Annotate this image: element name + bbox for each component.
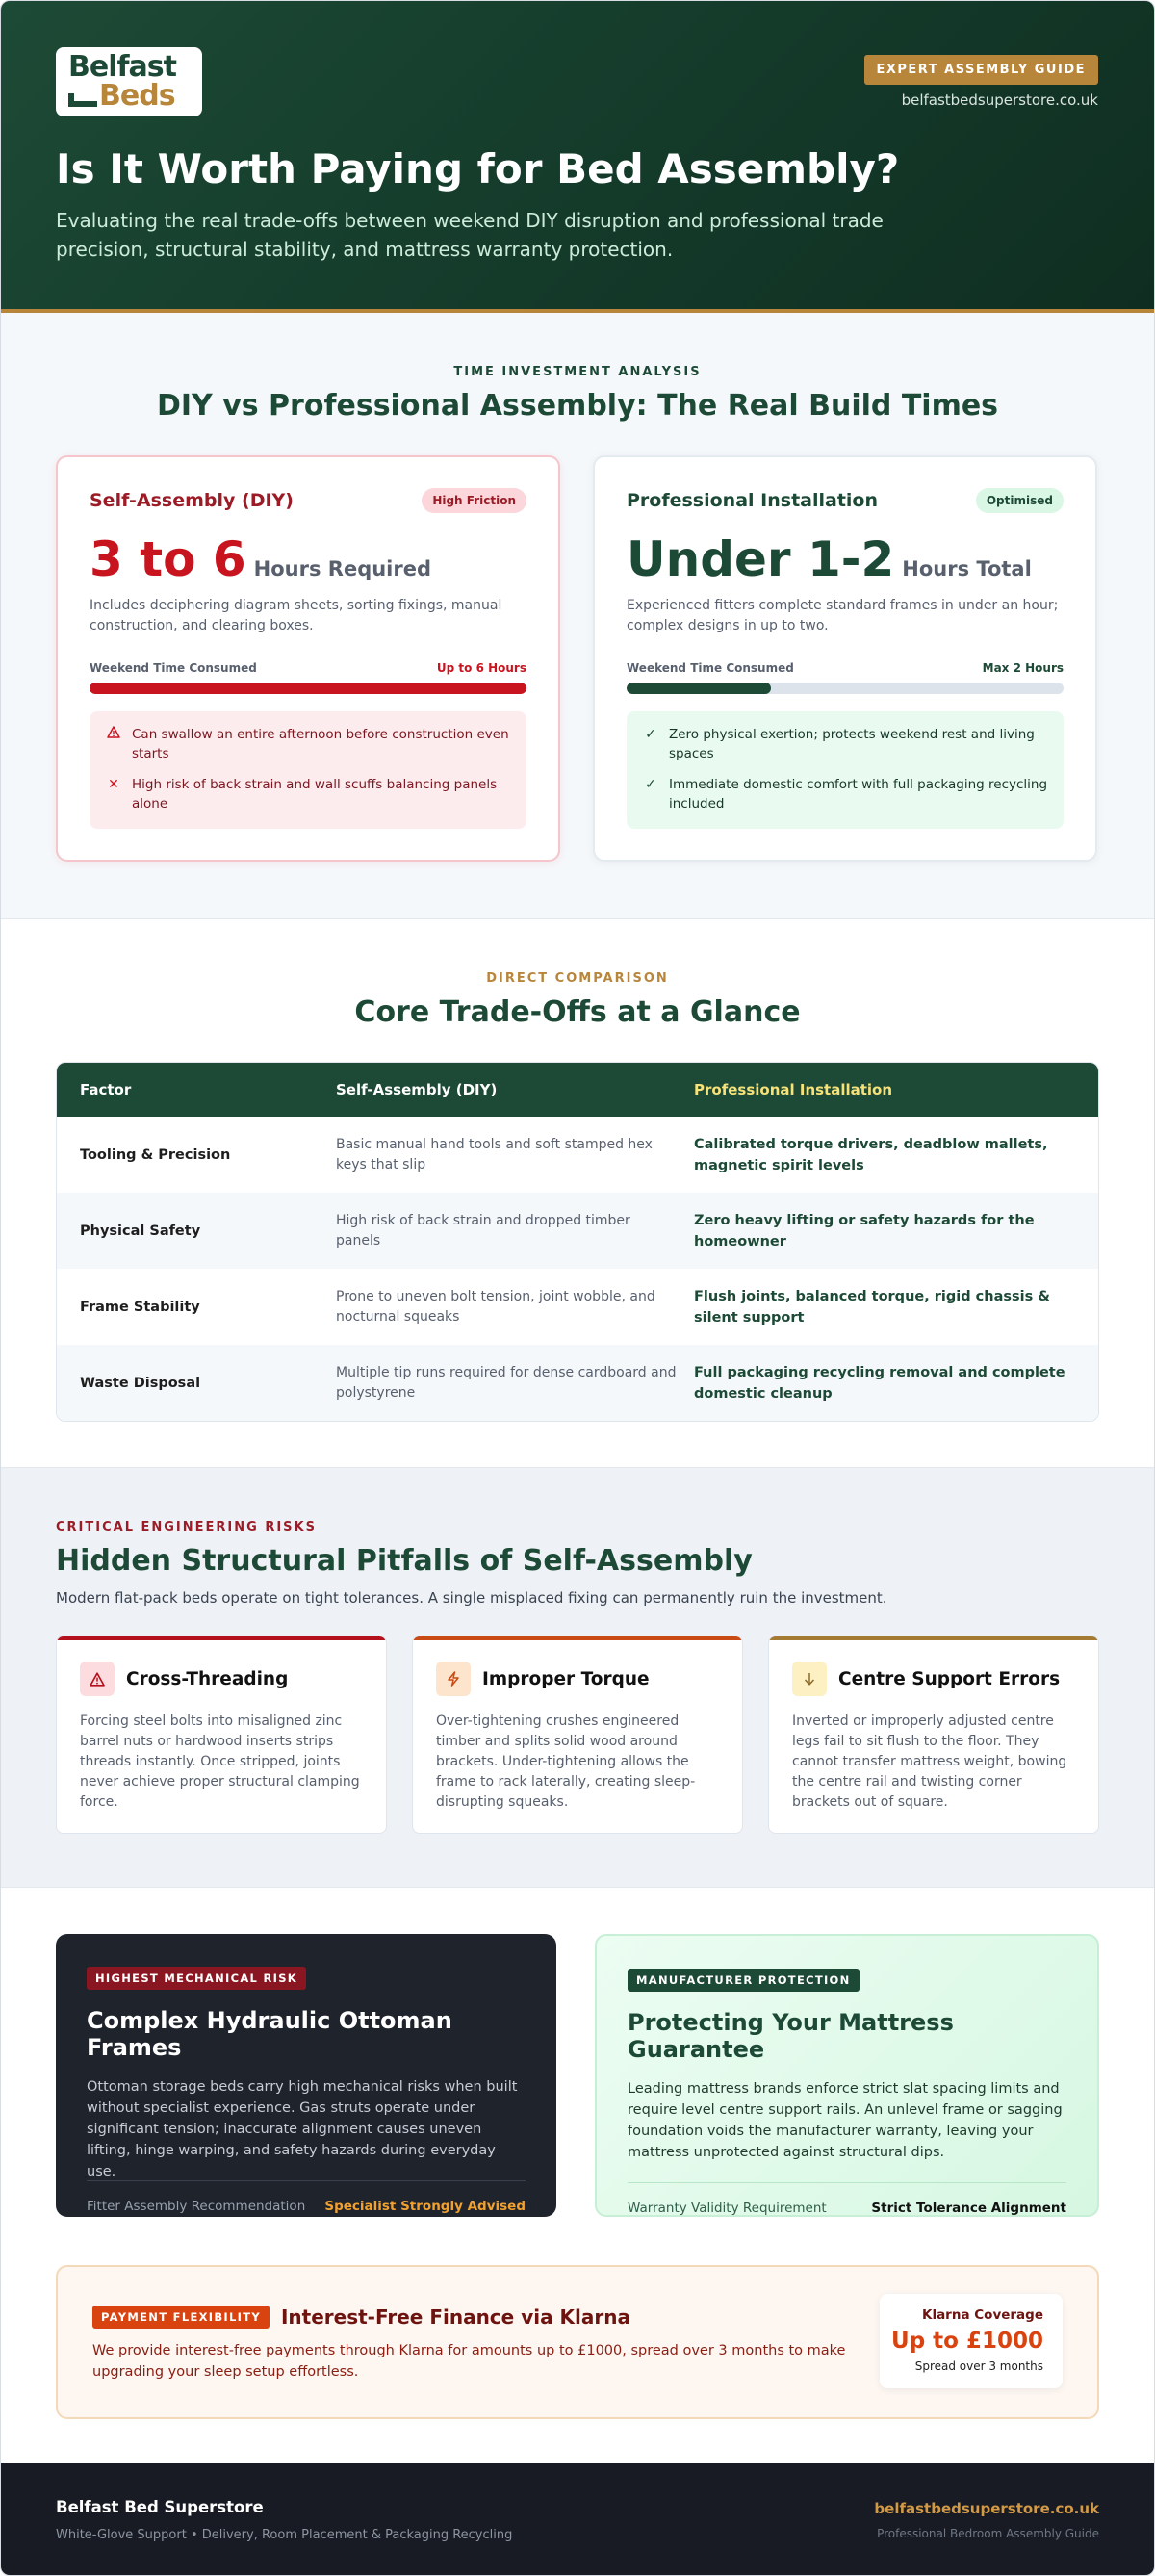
time-meter-fill <box>90 683 526 694</box>
factor-cell: Waste Disposal <box>80 1375 201 1391</box>
note-text: Can swallow an entire afternoon before construction even starts <box>132 727 509 761</box>
diy-cell: High risk of back strain and dropped timber panels <box>336 1212 630 1249</box>
card-title: Self-Assembly (DIY) <box>90 490 294 511</box>
cross-icon: ✕ <box>108 777 119 792</box>
risk-text: Forcing steel bolts into misaligned zinc barrel nuts or hardwood inserts strips threads instantly. Once stripped, joints never achieve proper structural clamping force. <box>80 1713 360 1810</box>
comparison-section <box>1 919 1154 1468</box>
list-item <box>105 775 511 813</box>
risk-title: Centre Support Errors <box>838 1668 1061 1689</box>
status-badge: High Friction <box>422 488 526 513</box>
time-cards <box>1 455 1154 862</box>
bed-icon <box>68 93 97 107</box>
hero-header <box>1 1 1154 313</box>
section-title: Hidden Structural Pitfalls of Self-Assembly <box>56 1544 753 1578</box>
finance-text: We provide interest-free payments through Klarna for amounts up to £1000, spread over 3 months to make upgrading your sleep setup effortless. <box>92 2343 846 2380</box>
footer-tagline: White-Glove Support • Delivery, Room Placement & Packaging Recycling <box>56 2528 513 2542</box>
time-unit: Hours Required <box>253 557 432 580</box>
table-row <box>57 1117 1098 1193</box>
footer-brand: Belfast Bed Superstore <box>56 2498 264 2516</box>
brand-logo[interactable] <box>56 47 202 116</box>
pro-cell: Full packaging recycling removal and complete domestic cleanup <box>694 1364 1065 1402</box>
risk-text: Over-tightening crushes engineered timber and splits solid wood around brackets. Under-tightening allows the frame to rack laterally, creating sleep-disrupting squeaks. <box>436 1713 696 1810</box>
time-figure: Under 1-2 <box>627 531 895 587</box>
risk-notes <box>90 711 526 829</box>
card-text: Leading mattress brands enforce strict slat spacing limits and require level centre support rails. An unlevel frame or sagging foundation voids the manufacturer warranty, leaving your mattress unprotected against structural dips. <box>628 2081 1063 2160</box>
card-title: Complex Hydraulic Ottoman Frames <box>87 2007 452 2061</box>
risk-tag: HIGHEST MECHANICAL RISK <box>87 1967 306 1990</box>
table-header <box>57 1063 1098 1117</box>
protection-tag: MANUFACTURER PROTECTION <box>628 1969 860 1992</box>
note-text: Immediate domestic comfort with full packaging recycling included <box>669 777 1048 811</box>
finance-banner <box>56 2265 1099 2419</box>
footer-site-link[interactable]: belfastbedsuperstore.co.uk <box>874 2500 1099 2517</box>
meter-value: Up to 6 Hours <box>436 661 526 675</box>
section-title: Core Trade-Offs at a Glance <box>354 995 801 1029</box>
list-item <box>642 725 1048 763</box>
footer-guide-label: Professional Bedroom Assembly Guide <box>877 2527 1099 2540</box>
time-investment-section <box>1 313 1154 919</box>
meter-label: Weekend Time Consumed <box>627 661 794 675</box>
arrow-down-icon <box>792 1662 827 1696</box>
risk-title: Cross-Threading <box>126 1668 289 1689</box>
coverage-label: Klarna Coverage <box>921 2307 1043 2323</box>
page-subtitle: Evaluating the real trade-offs between weekend DIY disruption and professional trade precision, structural stability, and mattress warranty protection. <box>56 209 884 261</box>
risk-card-cross-threading <box>56 1636 387 1834</box>
guide-badge: EXPERT ASSEMBLY GUIDE <box>864 55 1099 85</box>
footer-label: Fitter Assembly Recommendation <box>87 2199 306 2214</box>
ottoman-card <box>56 1934 556 2217</box>
footer-value: Specialist Strongly Advised <box>324 2199 526 2214</box>
page-title: Is It Worth Paying for Bed Assembly? <box>56 145 900 193</box>
footer-value: Strict Tolerance Alignment <box>871 2201 1066 2216</box>
page-footer <box>1 2463 1154 2575</box>
klarna-coverage-box <box>880 2294 1063 2388</box>
logo-text-bottom <box>68 79 202 113</box>
diy-cell: Multiple tip runs required for dense cardboard and polystyrene <box>336 1364 677 1401</box>
meter-label: Weekend Time Consumed <box>90 661 257 675</box>
warranty-card <box>595 1934 1099 2217</box>
time-figure: 3 to 6 <box>90 531 246 587</box>
pro-time-card <box>593 455 1097 862</box>
card-title: Protecting Your Mattress Guarantee <box>628 2009 954 2063</box>
column-header: Self-Assembly (DIY) <box>336 1081 498 1098</box>
card-title: Professional Installation <box>627 490 878 511</box>
table-row <box>57 1345 1098 1421</box>
card-text: Ottoman storage beds carry high mechanical risks when built without specialist experience. Gas struts operate under significant tension; inaccurate alignment causes uneven lifting, hinge warping, and safety hazards during everyday use. <box>87 2079 518 2179</box>
risk-card-improper-torque <box>412 1636 743 1834</box>
warning-triangle-icon <box>105 725 122 763</box>
table-row <box>57 1269 1098 1345</box>
status-badge: Optimised <box>976 488 1064 513</box>
risk-cards <box>56 1636 1099 1834</box>
section-eyebrow: TIME INVESTMENT ANALYSIS <box>453 365 702 379</box>
section-title: DIY vs Professional Assembly: The Real Build Times <box>156 389 999 423</box>
time-meter <box>627 683 1064 694</box>
list-item <box>642 775 1048 813</box>
factor-cell: Physical Safety <box>80 1223 201 1239</box>
coverage-amount: Up to £1000 <box>891 2329 1043 2354</box>
section-lead: Modern flat-pack beds operate on tight tolerances. A single misplaced fixing can permanently ruin the investment. <box>56 1589 887 1607</box>
finance-tag: PAYMENT FLEXIBILITY <box>92 2306 270 2329</box>
diy-cell: Basic manual hand tools and soft stamped hex keys that slip <box>336 1136 653 1172</box>
list-item <box>105 725 511 763</box>
column-header: Factor <box>80 1081 132 1098</box>
note-text: High risk of back strain and wall scuffs balancing panels alone <box>132 777 498 811</box>
pro-cell: Flush joints, balanced torque, rigid chassis & silent support <box>694 1288 1050 1326</box>
check-icon: ✓ <box>645 777 656 792</box>
table-row <box>57 1193 1098 1269</box>
risks-section <box>1 1468 1154 1888</box>
risk-card-centre-support <box>768 1636 1099 1834</box>
card-description: Experienced fitters complete standard frames in under an hour; complex designs in up to two. <box>627 598 1059 633</box>
check-icon: ✓ <box>645 727 656 742</box>
advice-section <box>1 1888 1154 2485</box>
site-link[interactable]: belfastbedsuperstore.co.uk <box>901 91 1098 109</box>
finance-title: Interest-Free Finance via Klarna <box>280 2306 630 2329</box>
factor-cell: Frame Stability <box>80 1299 200 1315</box>
risk-text: Inverted or improperly adjusted centre legs fail to sit flush to the floor. They cannot transfer mattress weight, bowing the centre rail and twisting corner brackets out of square. <box>792 1713 1067 1810</box>
meter-value: Max 2 Hours <box>982 661 1064 675</box>
logo-text-beds: Beds <box>99 79 175 113</box>
pro-cell: Zero heavy lifting or safety hazards for the homeowner <box>694 1212 1035 1249</box>
card-accent-bar <box>769 1636 1098 1640</box>
card-accent-bar <box>413 1636 742 1640</box>
footer-label: Warranty Validity Requirement <box>628 2201 827 2216</box>
section-eyebrow: CRITICAL ENGINEERING RISKS <box>56 1520 317 1534</box>
warning-triangle-icon <box>80 1662 115 1696</box>
risk-title: Improper Torque <box>482 1668 650 1689</box>
factor-cell: Tooling & Precision <box>80 1146 231 1163</box>
time-meter <box>90 683 526 694</box>
card-accent-bar <box>57 1636 386 1640</box>
diy-cell: Prone to uneven bolt tension, joint wobble, and nocturnal squeaks <box>336 1288 655 1325</box>
coverage-note: Spread over 3 months <box>914 2359 1043 2373</box>
time-meter-fill <box>627 683 771 694</box>
column-header: Professional Installation <box>694 1081 893 1098</box>
note-text: Zero physical exertion; protects weekend rest and living spaces <box>669 727 1035 761</box>
comparison-table <box>56 1062 1099 1422</box>
benefit-notes <box>627 711 1064 829</box>
section-eyebrow: DIRECT COMPARISON <box>486 971 669 986</box>
pro-cell: Calibrated torque drivers, deadblow mallets, magnetic spirit levels <box>694 1136 1048 1173</box>
logo-text-top: Belfast <box>68 50 176 84</box>
lightning-icon <box>436 1662 471 1696</box>
card-description: Includes deciphering diagram sheets, sorting fixings, manual construction, and clearing boxes. <box>90 598 502 633</box>
diy-time-card <box>56 455 560 862</box>
time-unit: Hours Total <box>902 557 1032 580</box>
